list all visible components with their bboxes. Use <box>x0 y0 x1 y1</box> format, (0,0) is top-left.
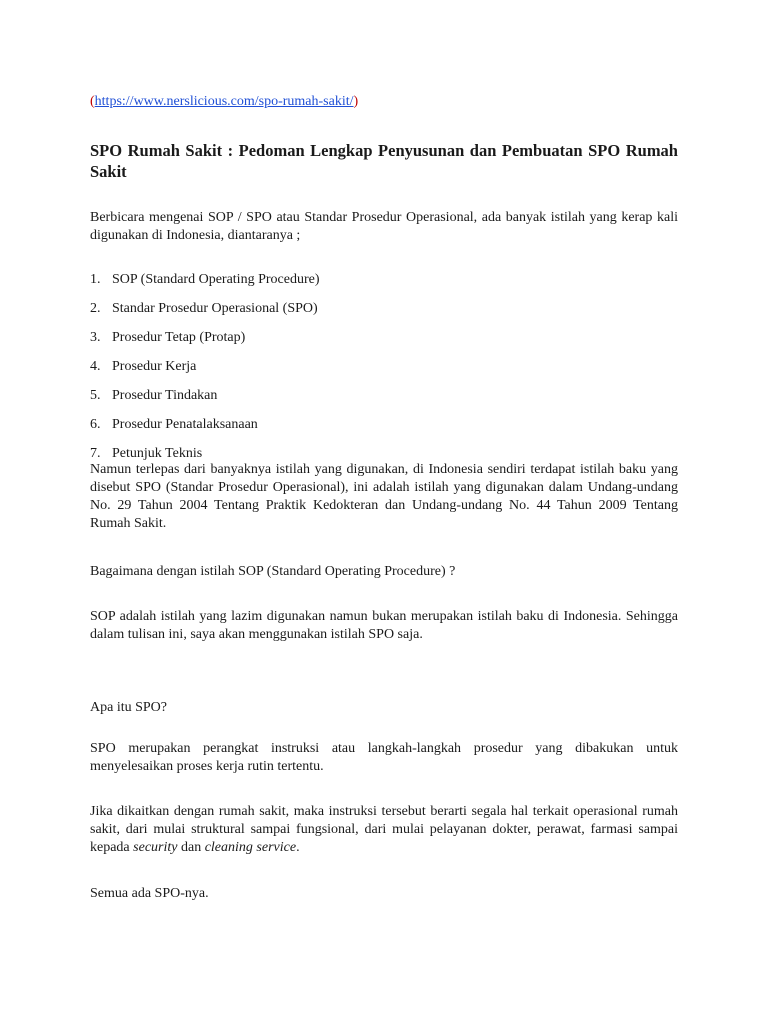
list-item <box>90 387 678 416</box>
list-text: Prosedur Tetap (Protap) <box>112 330 246 345</box>
list-item <box>90 358 678 387</box>
intro-paragraph: Berbicara mengenai SOP / SPO atau Standar Prosedur Operasional, ada banyak istilah yang kerap kali digunakan di Indonesia, diantaranya ; <box>90 210 678 243</box>
page-title: SPO Rumah Sakit : Pedoman Lengkap Penyusunan dan Pembuatan SPO Rumah Sakit <box>90 141 678 181</box>
list-number: 3. <box>90 330 101 345</box>
close-paren: ) <box>353 94 359 109</box>
list-item <box>90 416 678 445</box>
list-number: 1. <box>90 272 101 287</box>
list-text: Prosedur Kerja <box>112 359 197 374</box>
list-item <box>90 271 678 300</box>
hospital-joiner: dan <box>177 840 205 855</box>
source-link[interactable]: https://www.nerslicious.com/spo-rumah-sakit/ <box>94 94 354 109</box>
list-text: SOP (Standard Operating Procedure) <box>112 272 320 287</box>
list-text: Prosedur Tindakan <box>112 388 218 403</box>
list-number: 2. <box>90 301 101 316</box>
list-item <box>90 300 678 329</box>
sop-answer: SOP adalah istilah yang lazim digunakan namun bukan merupakan istilah baku di Indonesia. Sehingga dalam tulisan ini, saya akan menggunakan istilah SPO saja. <box>90 609 678 642</box>
sop-question: Bagaimana dengan istilah SOP (Standard Operating Procedure) ? <box>90 564 456 579</box>
list-text: Petunjuk Teknis <box>112 446 203 461</box>
open-paren: ( <box>90 94 95 109</box>
security-term: security <box>133 840 178 855</box>
spo-question: Apa itu SPO? <box>90 700 167 715</box>
list-number: 7. <box>90 446 101 461</box>
terms-list <box>90 271 678 474</box>
closing-paragraph: Semua ada SPO-nya. <box>90 886 209 901</box>
hospital-text: Jika dikaitkan dengan rumah sakit, maka instruksi tersebut berarti segala hal terkait operasional rumah sakit, dari mulai struktural sampai fungsional, dari mulai pelayanan dokter, perawat, farmasi sampai kepada <box>90 804 678 855</box>
list-number: 4. <box>90 359 101 374</box>
spo-definition: SPO merupakan perangkat instruksi atau langkah-langkah prosedur yang dibakukan untuk menyelesaikan proses kerja rutin tertentu. <box>90 741 678 774</box>
hospital-paragraph <box>90 803 678 857</box>
list-text: Prosedur Penatalaksanaan <box>112 417 258 432</box>
list-number: 5. <box>90 388 101 403</box>
list-number: 6. <box>90 417 101 432</box>
cleaning-term: cleaning service <box>204 840 297 855</box>
list-item <box>90 329 678 358</box>
legal-paragraph: Namun terlepas dari banyaknya istilah yang digunakan, di Indonesia sendiri terdapat istilah baku yang disebut SPO (Standar Prosedur Operasional), ini adalah istilah yang digunakan dalam Undang-undang No. 29 Tahun 2004 Tentang Praktik Kedokteran dan Undang-undang No. 44 Tahun 2009 Tentang Rumah Sakit. <box>90 462 678 531</box>
hospital-end: . <box>296 840 300 855</box>
source-line <box>90 93 358 111</box>
list-text: Standar Prosedur Operasional (SPO) <box>112 301 318 316</box>
